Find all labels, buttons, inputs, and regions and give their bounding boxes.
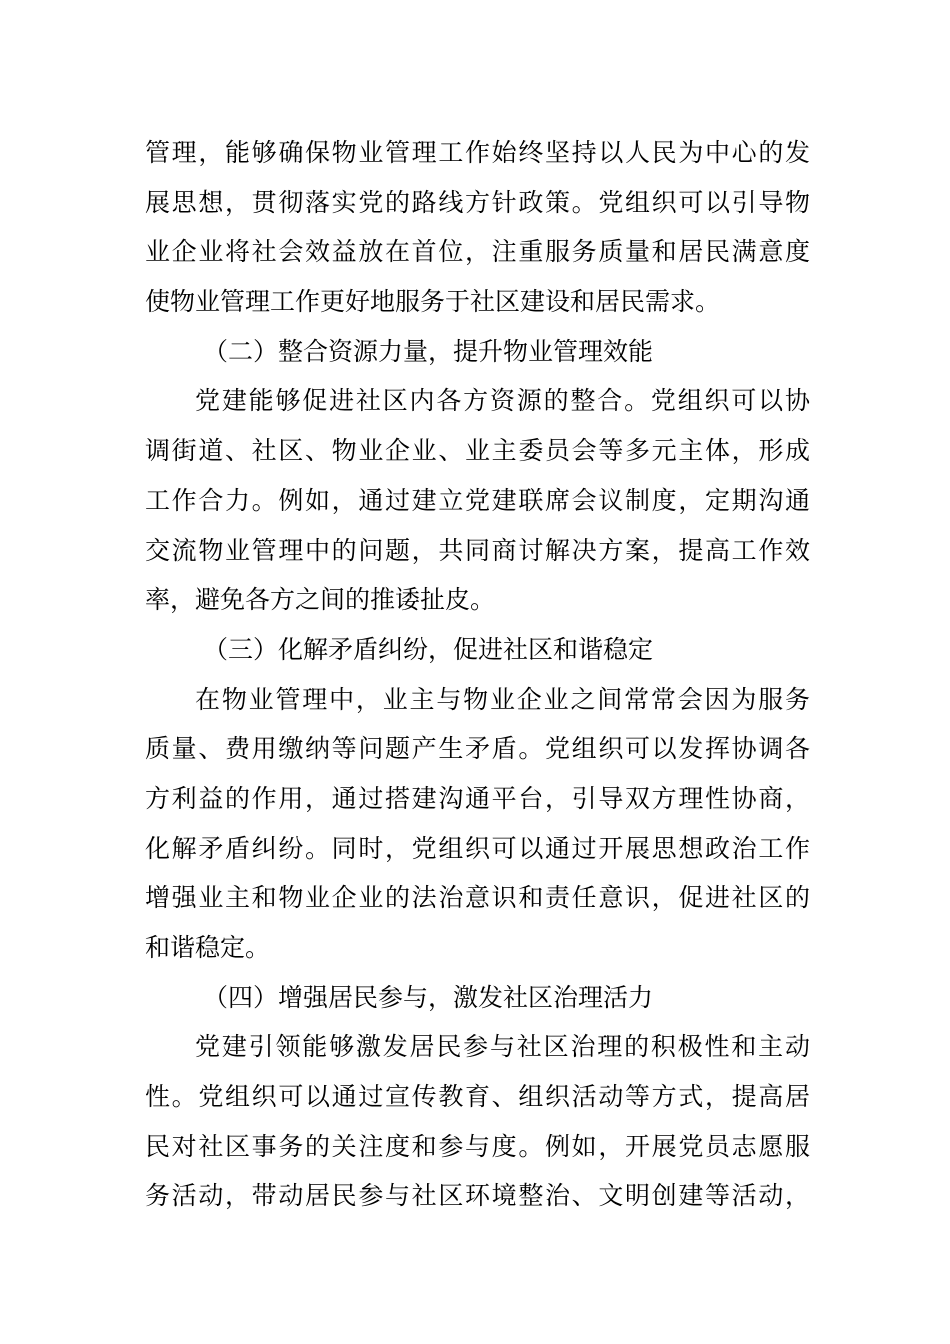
text-line: 使物业管理工作更好地服务于社区建设和居民需求。 (145, 287, 721, 317)
text-line: 业企业将社会效益放在首位，注重服务质量和居民满意度 (145, 237, 810, 267)
text-line: 调街道、社区、物业企业、业主委员会等多元主体，形成 (145, 436, 810, 466)
text-line: 党建能够促进社区内各方资源的整合。党组织可以协 (195, 386, 810, 416)
text-line: 性。党组织可以通过宣传教育、组织活动等方式，提高居 (145, 1082, 810, 1112)
body-text (145, 128, 810, 1221)
text-line: 工作合力。例如，通过建立党建联席会议制度，定期沟通 (145, 485, 810, 515)
text-line: 和谐稳定。 (145, 933, 271, 962)
text-line: 率，避免各方之间的推诿扯皮。 (145, 585, 496, 615)
text-line: 党建引领能够激发居民参与社区治理的积极性和主动 (195, 1032, 810, 1062)
text-line: 展思想，贯彻落实党的路线方针政策。党组织可以引导物 (145, 187, 810, 217)
text-line: 化解矛盾纠纷。同时，党组织可以通过开展思想政治工作 (145, 833, 810, 863)
text-line: 质量、费用缴纳等问题产生矛盾。党组织可以发挥协调各 (145, 734, 810, 764)
text-line: 增强业主和物业企业的法治意识和责任意识，促进社区的 (145, 883, 810, 913)
section-heading-4: （四）增强居民参与，激发社区治理活力 (203, 982, 654, 1012)
section-heading-3: （三）化解矛盾纠纷，促进社区和谐稳定 (203, 634, 654, 664)
text-line: 交流物业管理中的问题，共同商讨解决方案，提高工作效 (145, 535, 810, 565)
text-line: 管理，能够确保物业管理工作始终坚持以人民为中心的发 (145, 138, 810, 167)
text-line: 方利益的作用，通过搭建沟通平台，引导双方理性协商， (145, 783, 810, 813)
text-line: 民对社区事务的关注度和参与度。例如，开展党员志愿服 (145, 1131, 810, 1161)
section-heading-2: （二）整合资源力量，提升物业管理效能 (203, 336, 654, 366)
text-line: 务活动，带动居民参与社区环境整治、文明创建等活动， (145, 1181, 810, 1211)
text-line: 在物业管理中，业主与物业企业之间常常会因为服务 (195, 684, 810, 714)
